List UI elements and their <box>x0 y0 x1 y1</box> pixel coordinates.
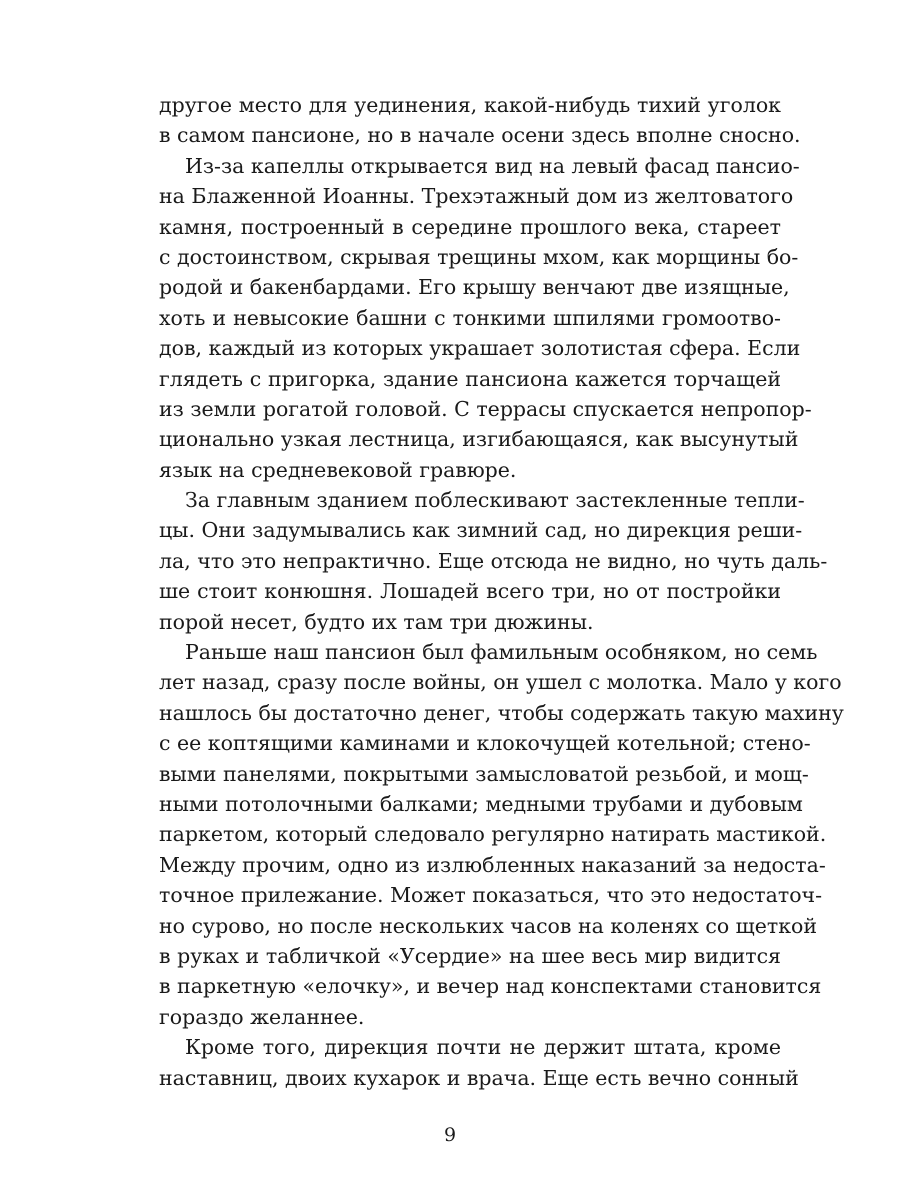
text-line: ше стоит конюшня. Лошадей всего три, но от постройки <box>159 579 781 604</box>
text-line: наставниц, двоих кухарок и врача. Еще есть вечно сонный <box>159 1065 799 1090</box>
text-line: язык на средневековой гравюре. <box>159 457 517 482</box>
text-line: цы. Они задумывались как зимний сад, но дирекция реши- <box>159 518 803 543</box>
text-line: камня, построенный в середине прошлого века, стареет <box>159 214 781 239</box>
text-line: но сурово, но после нескольких часов на коленях со щеткой <box>159 913 818 938</box>
paragraph-first-line: За главным зданием поблескивают застекленные тепли- <box>185 488 805 513</box>
text-line: с ее коптящими каминами и клокочущей котельной; стено- <box>159 731 811 756</box>
text-line: нашлось бы достаточно денег, чтобы содержать такую махину <box>159 700 844 725</box>
text-line: паркетом, который следовало регулярно натирать мастикой. <box>159 822 827 847</box>
text-line: хоть и невысокие башни с тонкими шпилями громоотво- <box>159 305 781 330</box>
text-line: в самом пансионе, но в начале осени здесь вполне сносно. <box>159 123 801 148</box>
text-line: ла, что это непрактично. Еще отсюда не видно, но чуть даль- <box>159 548 828 573</box>
paragraph-first-line: Раньше наш пансион был фамильным особняком, но семь <box>185 640 818 665</box>
text-line: выми панелями, покрытыми замысловатой резьбой, и мощ- <box>159 761 809 786</box>
text-line: в паркетную «елочку», и вечер над конспектами становится <box>159 974 822 999</box>
text-line: в руках и табличкой «Усердие» на шее весь мир видится <box>159 943 781 968</box>
text-line: лет назад, сразу после войны, он ушел с молотка. Мало у кого <box>159 670 842 695</box>
text-line: из земли рогатой головой. С террасы спускается непропор- <box>159 396 812 421</box>
paragraph-first-line: Кроме того, дирекция почти не держит штата, кроме <box>185 1035 781 1060</box>
text-line: глядеть с пригорка, здание пансиона кажется торчащей <box>159 366 781 391</box>
text-line: с достоинством, скрывая трещины мхом, как морщины бо- <box>159 244 799 269</box>
text-line: на Блаженной Иоанны. Трехэтажный дом из желтоватого <box>159 184 794 209</box>
paragraph-first-line: Из-за капеллы открывается вид на левый фасад пансио- <box>185 153 800 178</box>
body-text <box>159 90 844 1093</box>
text-line: другое место для уединения, какой-нибудь тихий уголок <box>159 93 781 117</box>
text-line: дов, каждый из которых украшает золотистая сфера. Если <box>159 336 801 361</box>
text-line: точное прилежание. Может показаться, что это недостаточ- <box>159 883 823 908</box>
text-line: ными потолочными балками; медными трубами и дубовым <box>159 791 803 816</box>
text-line: порой несет, будто их там три дюжины. <box>159 609 594 634</box>
text-line: Между прочим, одно из излюбленных наказаний за недоста- <box>159 852 826 877</box>
page-number: 9 <box>443 1124 457 1146</box>
text-line: родой и бакенбардами. Его крышу венчают две изящные, <box>159 275 790 300</box>
text-line: ционально узкая лестница, изгибающаяся, как высунутый <box>159 427 799 452</box>
text-line: гораздо желаннее. <box>159 1004 365 1029</box>
